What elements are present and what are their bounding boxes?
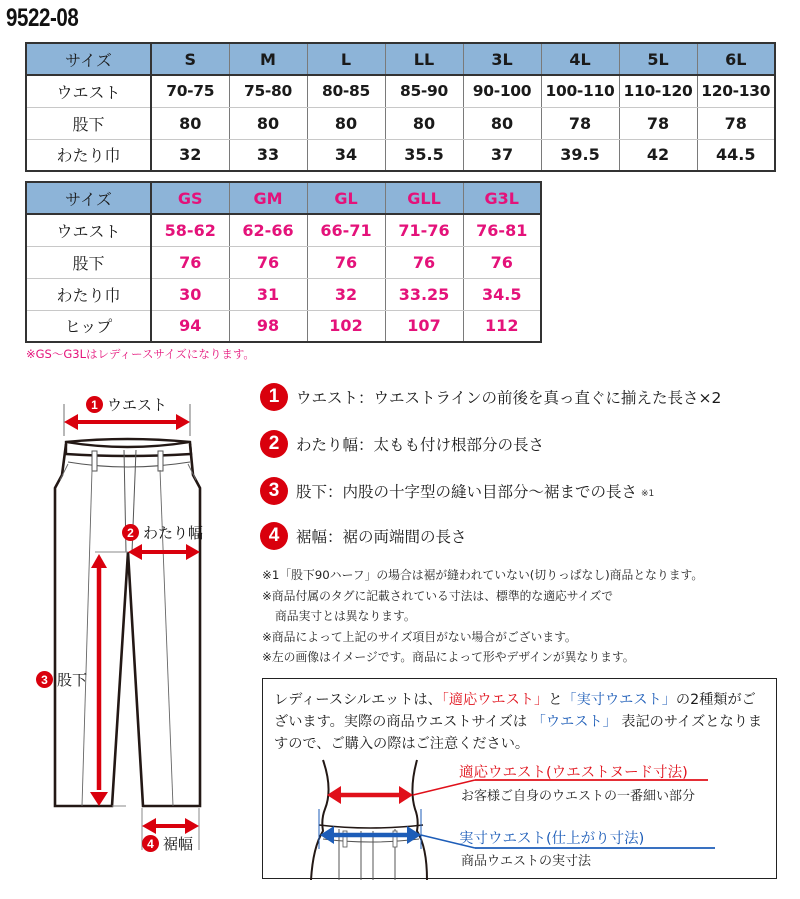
table-cell: 58-62 <box>151 214 229 246</box>
number-badge-1: 1 <box>260 383 288 411</box>
table-cell: 90-100 <box>463 75 541 107</box>
table-cell: 80 <box>229 107 307 139</box>
table-row <box>26 139 775 171</box>
header-cell: サイズ <box>26 43 151 75</box>
hem-width-label-text: 裾幅 <box>163 835 194 853</box>
header-cell: GM <box>229 182 307 214</box>
table-row <box>26 75 775 107</box>
table-cell: 76 <box>151 246 229 278</box>
definition-text: 股下：内股の十字型の縫い目部分〜裾までの長さ <box>296 483 638 501</box>
text-segment: 表記のサイズとなりますので、ご購入の際はご注意ください。 <box>274 714 763 752</box>
header-cell: サイズ <box>26 182 151 214</box>
text-segment: の2種類がございます。実際の商品ウエストサイズは <box>274 692 756 730</box>
table-cell: 120-130 <box>697 75 775 107</box>
definition-text: ウエスト：ウエストラインの前後を真っ直ぐに揃えた長さ×2 <box>296 389 722 407</box>
number-badge-4: 4 <box>260 522 288 550</box>
table-cell: 94 <box>151 310 229 342</box>
header-cell: GS <box>151 182 229 214</box>
definition-item <box>260 477 654 505</box>
table-cell: 66-71 <box>307 214 385 246</box>
table-cell: 34 <box>307 139 385 171</box>
table-row <box>26 107 775 139</box>
actual-waist-term: 「実寸ウエスト」 <box>562 692 676 708</box>
header-cell: GL <box>307 182 385 214</box>
inseam-label-text: 股下 <box>57 671 88 689</box>
table-cell: 62-66 <box>229 214 307 246</box>
row-label: ウエスト <box>26 75 151 107</box>
adapt-waist-description: お客様ご自身のウエストの一番細い部分 <box>461 789 696 804</box>
table-cell: 39.5 <box>541 139 619 171</box>
notes <box>262 565 703 668</box>
product-code: 9522-08 <box>6 4 79 32</box>
header-cell: L <box>307 43 385 75</box>
table-cell: 85-90 <box>385 75 463 107</box>
table-cell: 98 <box>229 310 307 342</box>
table-cell: 76 <box>307 246 385 278</box>
header-cell: M <box>229 43 307 75</box>
table-cell: 71-76 <box>385 214 463 246</box>
number-badge-3: 3 <box>36 671 53 688</box>
adapt-waist-term: 「適応ウエスト」 <box>441 692 549 708</box>
table-cell: 76-81 <box>463 214 541 246</box>
definition-text: 裾幅：裾の両端間の長さ <box>296 528 467 546</box>
ladies-silhouette-info-box <box>262 678 777 879</box>
table-cell: 76 <box>463 246 541 278</box>
header-cell: G3L <box>463 182 541 214</box>
header-cell: LL <box>385 43 463 75</box>
table-cell: 80 <box>385 107 463 139</box>
note-line: 商品実寸とは異なります。 <box>275 609 416 623</box>
inseam-label <box>36 669 87 690</box>
ladies-size-table <box>25 181 542 343</box>
table-cell: 100-110 <box>541 75 619 107</box>
table-cell: 80 <box>307 107 385 139</box>
table-cell: 35.5 <box>385 139 463 171</box>
definition-item <box>260 383 721 411</box>
waist-term: 「ウエスト」 <box>531 714 617 730</box>
header-cell: 6L <box>697 43 775 75</box>
definition-text: わたり幅：太もも付け根部分の長さ <box>296 436 545 454</box>
definition-item <box>260 430 544 458</box>
table-cell: 70-75 <box>151 75 229 107</box>
table-cell: 33.25 <box>385 278 463 310</box>
note-line: ※左の画像はイメージです。商品によって形やデザインが異なります。 <box>262 650 635 664</box>
table-cell: 32 <box>151 139 229 171</box>
text-segment: と <box>548 692 563 708</box>
table-cell: 102 <box>307 310 385 342</box>
mens-size-table <box>25 42 776 172</box>
table-cell: 78 <box>541 107 619 139</box>
table-cell: 33 <box>229 139 307 171</box>
table-cell: 76 <box>229 246 307 278</box>
header-cell: 5L <box>619 43 697 75</box>
table-row <box>26 278 541 310</box>
table-cell: 78 <box>619 107 697 139</box>
table-cell: 80 <box>463 107 541 139</box>
header-cell: GLL <box>385 182 463 214</box>
text-segment: レディースシルエットは、 <box>274 692 442 708</box>
pants-measurement-diagram <box>0 380 260 899</box>
table-cell: 78 <box>697 107 775 139</box>
note-line: ※商品付属のタグに記載されている寸法は、標準的な適応サイズで <box>262 588 614 603</box>
number-badge-2: 2 <box>260 430 288 458</box>
note-line: ※1「股下90ハーフ」の場合は裾が縫われていない(切りっぱなし)商品となります。 <box>262 568 704 582</box>
table-row <box>26 246 541 278</box>
row-label: わたり巾 <box>26 278 151 310</box>
note-line: ※商品によって上記のサイズ項目がない場合がございます。 <box>262 629 577 644</box>
table-cell: 80 <box>151 107 229 139</box>
row-label: 股下 <box>26 107 151 139</box>
header-cell: 3L <box>463 43 541 75</box>
definition-item <box>260 522 467 550</box>
number-badge-2: 2 <box>122 524 139 541</box>
ladies-size-note: ※GS〜G3Lはレディースサイズになります。 <box>26 347 255 361</box>
table-cell: 44.5 <box>697 139 775 171</box>
table-cell: 30 <box>151 278 229 310</box>
table-row <box>26 310 541 342</box>
table-header-row <box>26 182 541 214</box>
header-cell: 4L <box>541 43 619 75</box>
hem-width-label <box>142 833 193 854</box>
table-row <box>26 214 541 246</box>
thigh-width-label-text: わたり幅 <box>143 524 204 542</box>
footnote-ref: ※1 <box>641 489 655 499</box>
table-cell: 112 <box>463 310 541 342</box>
table-cell: 37 <box>463 139 541 171</box>
header-cell: S <box>151 43 229 75</box>
pants-illustration <box>0 380 260 899</box>
number-badge-4: 4 <box>142 835 159 852</box>
actual-waist-label: 実寸ウエスト(仕上がり寸法) <box>459 831 645 847</box>
table-cell: 34.5 <box>463 278 541 310</box>
table-cell: 31 <box>229 278 307 310</box>
table-cell: 42 <box>619 139 697 171</box>
row-label: ヒップ <box>26 310 151 342</box>
table-cell: 80-85 <box>307 75 385 107</box>
table-cell: 75-80 <box>229 75 307 107</box>
waist-label <box>86 394 167 415</box>
row-label: 股下 <box>26 246 151 278</box>
table-cell: 107 <box>385 310 463 342</box>
table-header-row <box>26 43 775 75</box>
row-label: ウエスト <box>26 214 151 246</box>
row-label: わたり巾 <box>26 139 151 171</box>
actual-waist-description: 商品ウエストの実寸法 <box>461 854 592 869</box>
number-badge-1: 1 <box>86 396 103 413</box>
table-cell: 110-120 <box>619 75 697 107</box>
thigh-width-label <box>122 522 203 543</box>
waist-label-text: ウエスト <box>107 396 168 414</box>
table-cell: 32 <box>307 278 385 310</box>
number-badge-3: 3 <box>260 477 288 505</box>
table-cell: 76 <box>385 246 463 278</box>
adapt-waist-label: 適応ウエスト(ウエストヌード寸法) <box>459 765 688 781</box>
